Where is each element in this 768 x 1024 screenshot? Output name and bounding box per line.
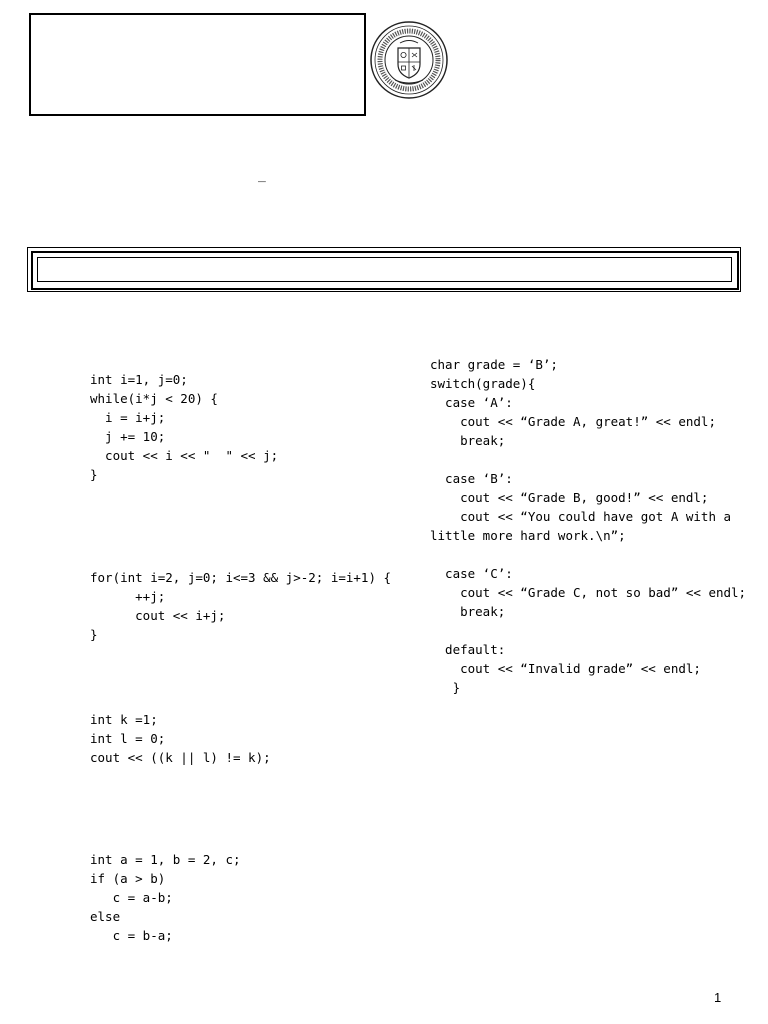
title-frame-inner-border (37, 257, 732, 282)
code-block-if-else: int a = 1, b = 2, c; if (a > b) c = a-b; else c = b-a; (90, 852, 241, 943)
header-info-box (29, 13, 366, 116)
code-block-for-loop: for(int i=2, j=0; i<=3 && j>-2; i=i+1) { ++j; cout << i+j; } (90, 570, 392, 642)
page-number: 1 (714, 990, 722, 1005)
code-block-while-loop: int i=1, j=0; while(i*j < 20) { i = i+j; j += 10; cout << i << " " << j; } (90, 372, 279, 482)
code-block-logical-or: int k =1; int l = 0; cout << ((k || l) != k); (90, 712, 271, 765)
code-block-switch-case: char grade = ‘B’; switch(grade){ case ‘A’: cout << “Grade A, great!” << endl; break; case ‘B’: cout << “Grade B, good!” << endl; cout << “You could have got A with a little more hard work.\n”; case ‘C’: cout << “Grade C, not so bad” << endl; break; default: cout << “Invalid grade” << endl; } (430, 357, 747, 695)
header-separator: _ (258, 168, 266, 183)
institute-seal-logo (369, 20, 449, 100)
